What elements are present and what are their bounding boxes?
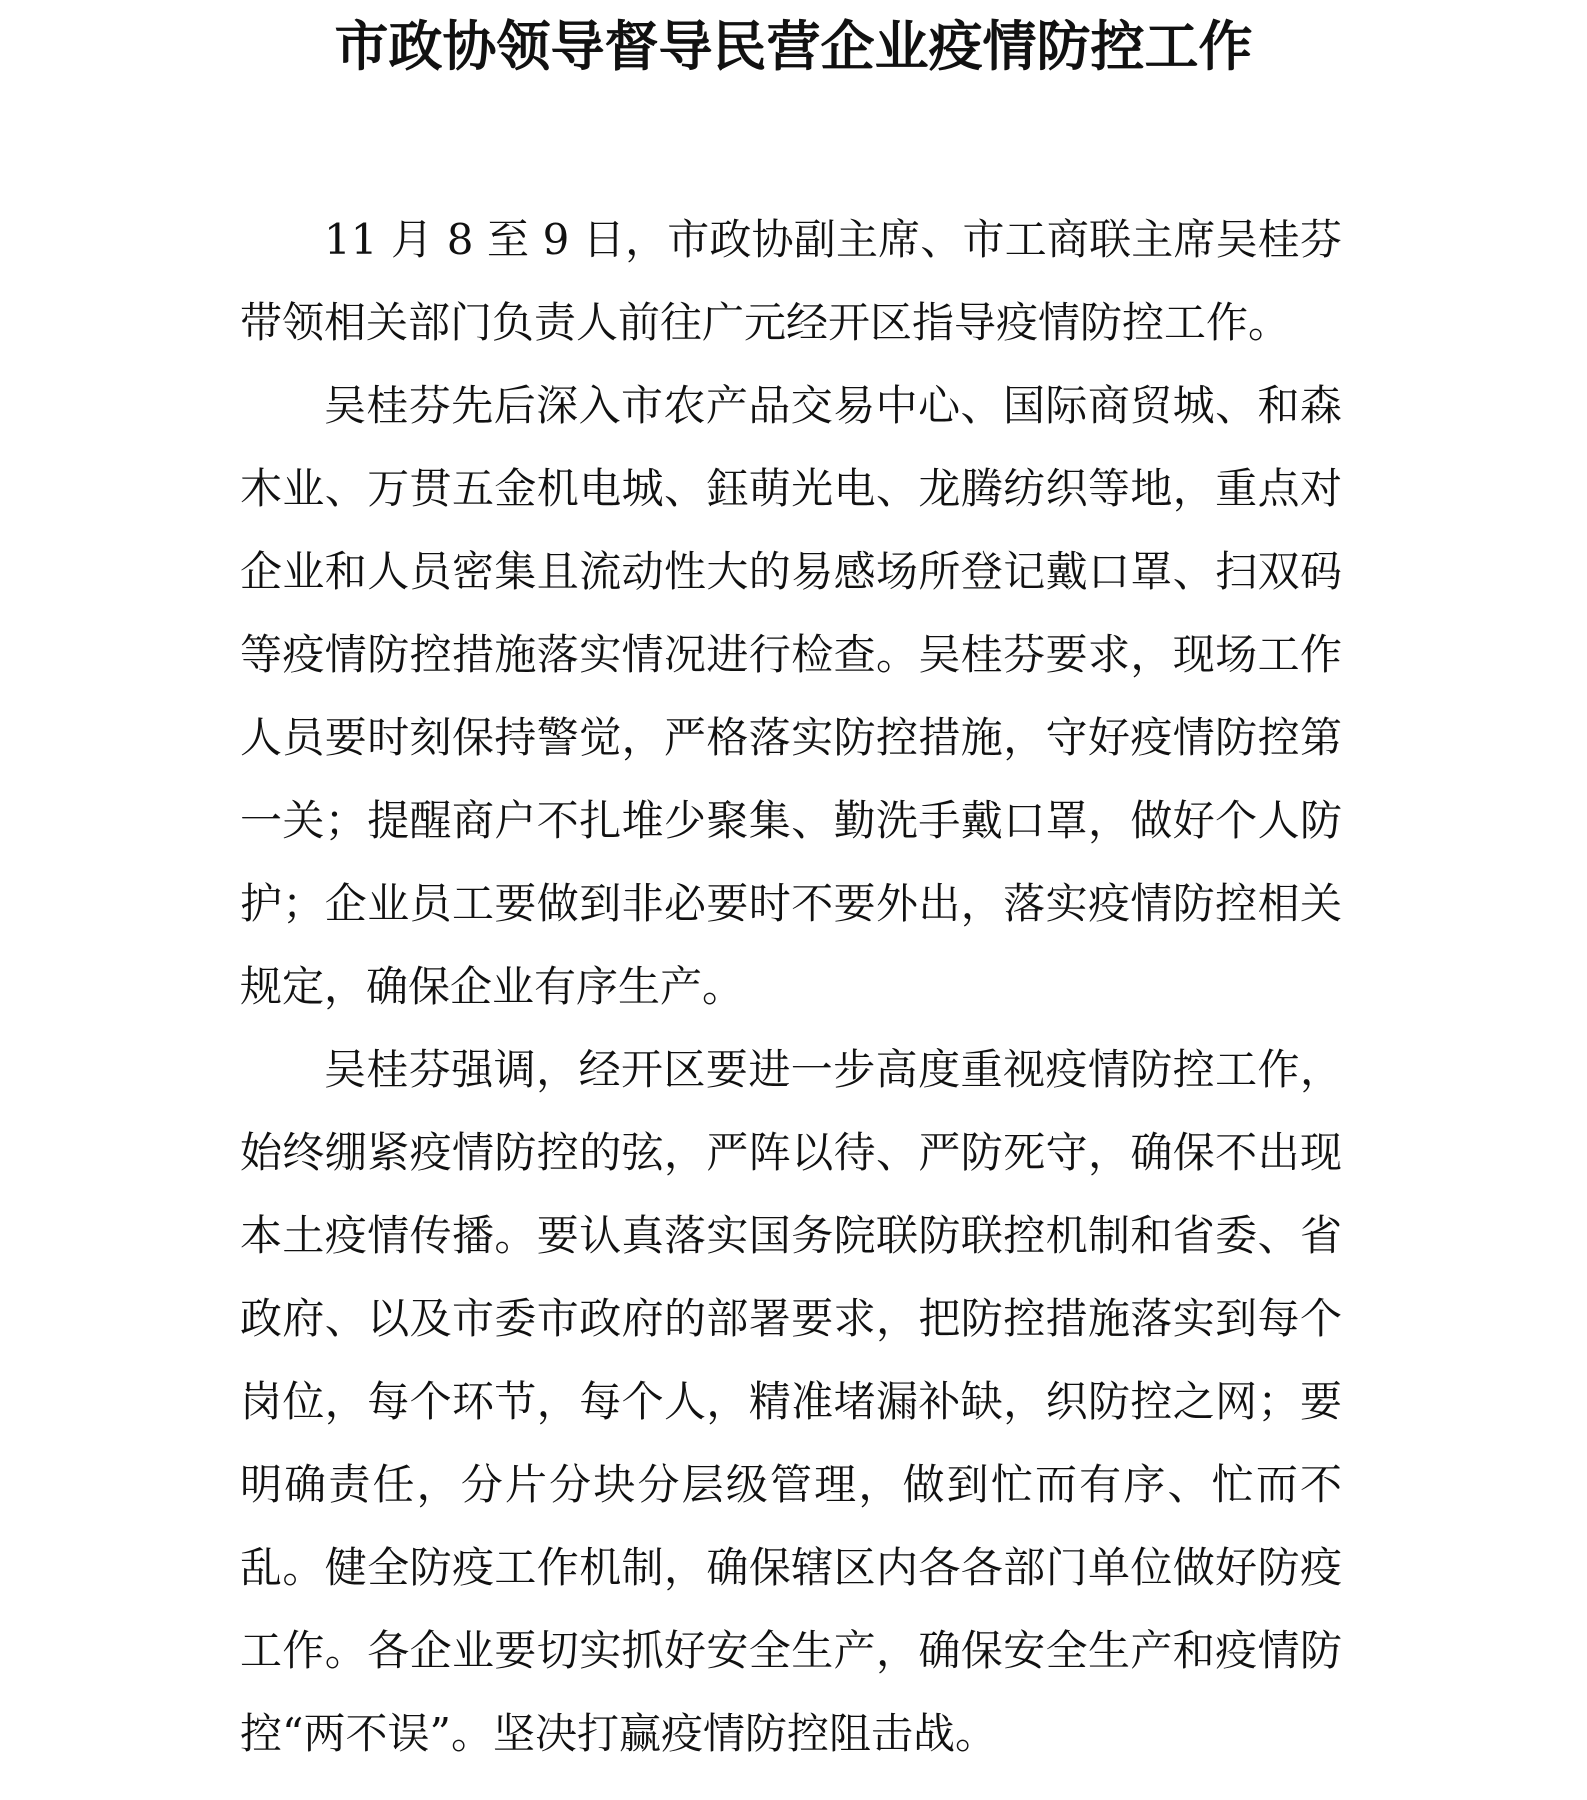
document-title: 市政协领导督导民营企业疫情防控工作	[334, 14, 1253, 78]
paragraph: 吴桂芬先后深入市农产品交易中心、国际商贸城、和森木业、万贯五金机电城、鈺萌光电、龙腾纺织等地，重点对企业和人员密集且流动性大的易感场所登记戴口罩、扫双码等疫情防控措施落实情况进行检查。吴桂芬要求，现场工作人员要时刻保持警觉，严格落实防控措施，守好疫情防控第一关；提醒商户不扎堆少聚集、勤洗手戴口罩，做好个人防护；企业员工要做到非必要时不要外出，落实疫情防控相关规定，确保企业有序生产。	[240, 381, 1342, 1011]
paragraph: 吴桂芬强调，经开区要进一步高度重视疫情防控工作，始终绷紧疫情防控的弦，严阵以待、严防死守，确保不出现本土疫情传播。要认真落实国务院联防联控机制和省委、省政府、以及市委市政府的部署要求，把防控措施落实到每个岗位，每个环节，每个人，精准堵漏补缺，织防控之网；要明确责任，分片分块分层级管理，做到忙而有序、忙而不乱。健全防疫工作机制，确保辖区内各各部门单位做好防疫工作。各企业要切实抓好安全生产，确保安全生产和疫情防控“两不误”。坚决打赢疫情防控阻击战。	[240, 1045, 1342, 1758]
document-body	[240, 198, 1342, 1775]
paragraph: 11 月 8 至 9 日，市政协副主席、市工商联主席吴桂芬带领相关部门负责人前往广元经开区指导疫情防控工作。	[240, 215, 1342, 347]
